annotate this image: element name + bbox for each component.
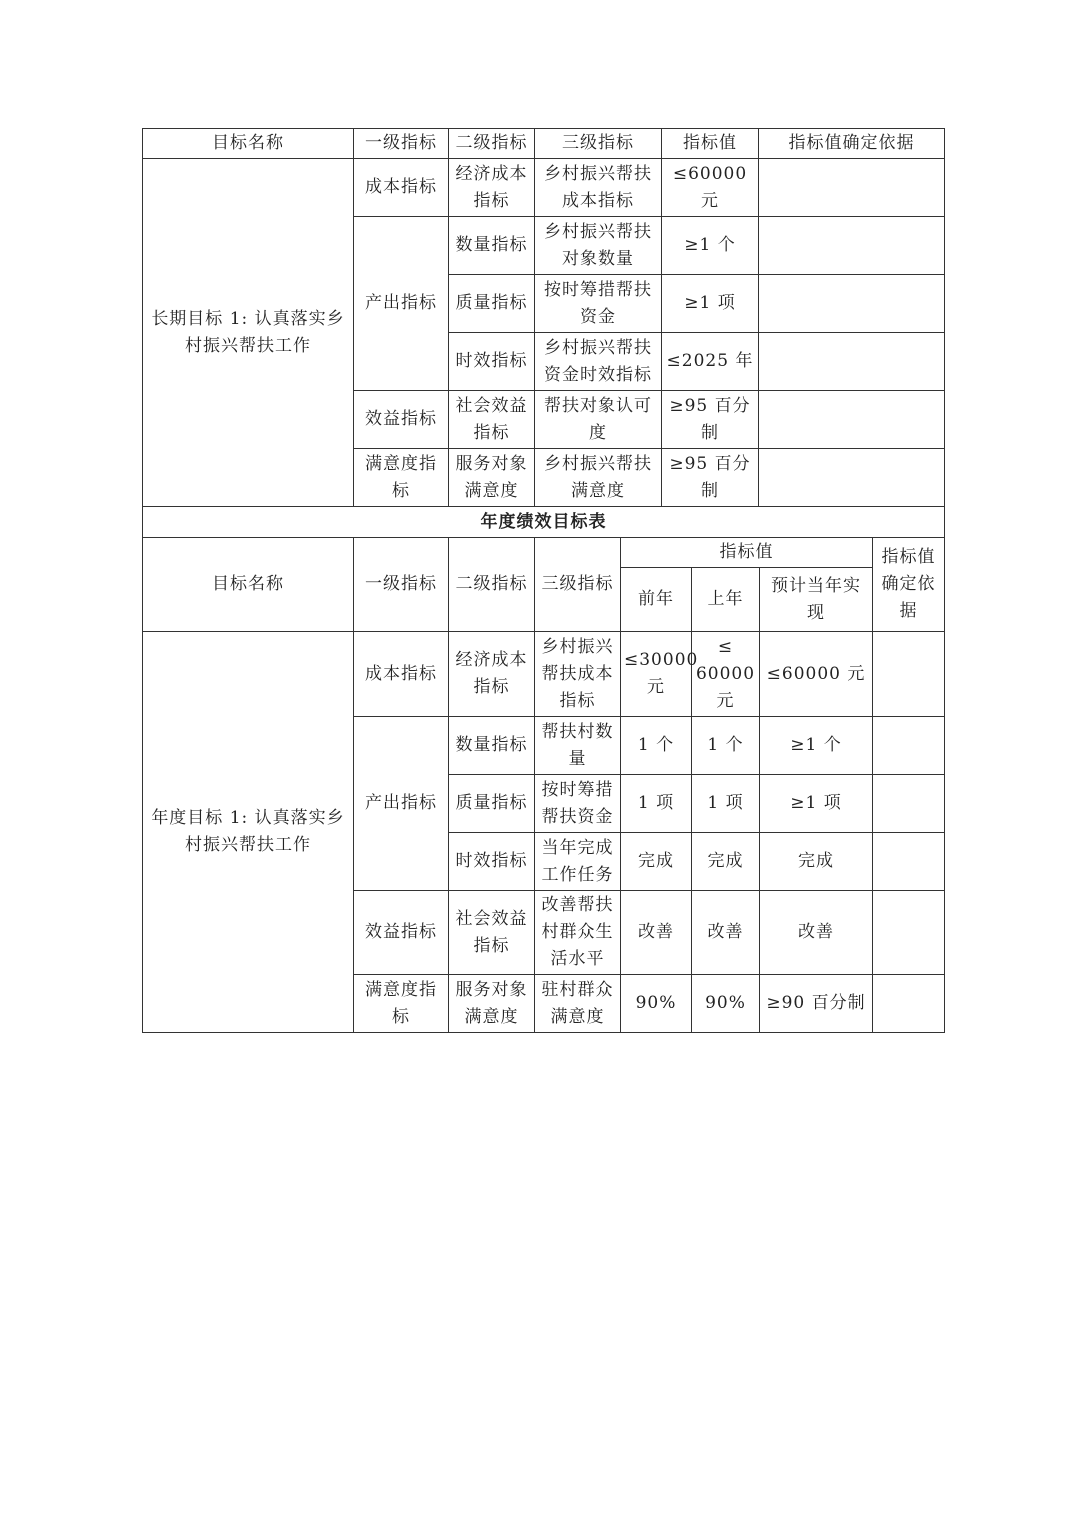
expected-cell: 完成 bbox=[760, 833, 873, 891]
level1-satisfaction: 满意度指标 bbox=[354, 449, 449, 507]
value-cell: ≤2025 年 bbox=[662, 333, 759, 391]
basis-cell bbox=[759, 391, 945, 449]
level1-cost: 成本指标 bbox=[354, 632, 449, 717]
prev-cell: ≤30000 元 bbox=[621, 632, 692, 717]
header-level3: 三级指标 bbox=[535, 538, 621, 632]
last-cell: 1 项 bbox=[692, 775, 760, 833]
goal-name-cell: 长期目标 1: 认真落实乡村振兴帮扶工作 bbox=[143, 159, 354, 507]
header-value: 指标值 bbox=[662, 129, 759, 159]
level3-cell: 乡村振兴帮扶对象数量 bbox=[535, 217, 662, 275]
basis-cell bbox=[873, 891, 945, 975]
table-row bbox=[143, 632, 945, 717]
level2-cell: 质量指标 bbox=[449, 775, 535, 833]
header-goal-name: 目标名称 bbox=[143, 538, 354, 632]
last-cell: 90% bbox=[692, 975, 760, 1033]
basis-cell bbox=[873, 717, 945, 775]
level2-cell: 数量指标 bbox=[449, 717, 535, 775]
level3-cell: 帮扶对象认可度 bbox=[535, 391, 662, 449]
annual-table-title: 年度绩效目标表 bbox=[143, 507, 945, 538]
level3-cell: 乡村振兴帮扶资金时效指标 bbox=[535, 333, 662, 391]
level3-cell: 帮扶村数量 bbox=[535, 717, 621, 775]
header-basis: 指标值确定依据 bbox=[873, 538, 945, 632]
level2-cell: 质量指标 bbox=[449, 275, 535, 333]
level1-benefit: 效益指标 bbox=[354, 891, 449, 975]
value-cell: ≥1 项 bbox=[662, 275, 759, 333]
header-level3: 三级指标 bbox=[535, 129, 662, 159]
last-cell: 1 个 bbox=[692, 717, 760, 775]
basis-cell bbox=[873, 632, 945, 717]
value-cell: ≤60000 元 bbox=[662, 159, 759, 217]
level3-cell: 乡村振兴帮扶成本指标 bbox=[535, 632, 621, 717]
level1-satisfaction: 满意度指标 bbox=[354, 975, 449, 1033]
value-cell: ≥1 个 bbox=[662, 217, 759, 275]
basis-cell bbox=[759, 159, 945, 217]
prev-cell: 完成 bbox=[621, 833, 692, 891]
value-cell: ≥95 百分制 bbox=[662, 391, 759, 449]
level2-cell: 时效指标 bbox=[449, 833, 535, 891]
header-level1: 一级指标 bbox=[354, 538, 449, 632]
level1-benefit: 效益指标 bbox=[354, 391, 449, 449]
long-term-goal-table bbox=[142, 128, 945, 538]
basis-cell bbox=[759, 449, 945, 507]
prev-cell: 90% bbox=[621, 975, 692, 1033]
level2-cell: 经济成本指标 bbox=[449, 632, 535, 717]
level2-cell: 社会效益指标 bbox=[449, 891, 535, 975]
level3-cell: 改善帮扶村群众生活水平 bbox=[535, 891, 621, 975]
level1-cost: 成本指标 bbox=[354, 159, 449, 217]
level1-output: 产出指标 bbox=[354, 717, 449, 891]
header-level2: 二级指标 bbox=[449, 129, 535, 159]
level2-cell: 经济成本指标 bbox=[449, 159, 535, 217]
prev-cell: 改善 bbox=[621, 891, 692, 975]
last-cell: ≤ 60000 元 bbox=[692, 632, 760, 717]
basis-cell bbox=[873, 775, 945, 833]
last-cell: 完成 bbox=[692, 833, 760, 891]
table-row bbox=[143, 159, 945, 217]
level3-cell: 驻村群众满意度 bbox=[535, 975, 621, 1033]
header-goal-name: 目标名称 bbox=[143, 129, 354, 159]
level3-cell: 乡村振兴帮扶成本指标 bbox=[535, 159, 662, 217]
level2-cell: 社会效益指标 bbox=[449, 391, 535, 449]
last-cell: 改善 bbox=[692, 891, 760, 975]
header-prev-year: 前年 bbox=[621, 568, 692, 632]
header-level1: 一级指标 bbox=[354, 129, 449, 159]
expected-cell: ≤60000 元 bbox=[760, 632, 873, 717]
basis-cell bbox=[759, 333, 945, 391]
basis-cell bbox=[873, 975, 945, 1033]
annual-title-row bbox=[143, 507, 945, 538]
header-expected: 预计当年实现 bbox=[760, 568, 873, 632]
expected-cell: 改善 bbox=[760, 891, 873, 975]
basis-cell bbox=[759, 217, 945, 275]
basis-cell bbox=[759, 275, 945, 333]
header-last-year: 上年 bbox=[692, 568, 760, 632]
header-row bbox=[143, 129, 945, 159]
level2-cell: 服务对象满意度 bbox=[449, 975, 535, 1033]
level3-cell: 按时筹措帮扶资金 bbox=[535, 775, 621, 833]
annual-goal-table bbox=[142, 537, 945, 1033]
basis-cell bbox=[873, 833, 945, 891]
expected-cell: ≥90 百分制 bbox=[760, 975, 873, 1033]
level2-cell: 时效指标 bbox=[449, 333, 535, 391]
level3-cell: 按时筹措帮扶资金 bbox=[535, 275, 662, 333]
value-cell: ≥95 百分制 bbox=[662, 449, 759, 507]
header-row bbox=[143, 538, 945, 568]
level1-output: 产出指标 bbox=[354, 217, 449, 391]
prev-cell: 1 个 bbox=[621, 717, 692, 775]
level2-cell: 服务对象满意度 bbox=[449, 449, 535, 507]
header-basis: 指标值确定依据 bbox=[759, 129, 945, 159]
prev-cell: 1 项 bbox=[621, 775, 692, 833]
goal-name-cell: 年度目标 1: 认真落实乡村振兴帮扶工作 bbox=[143, 632, 354, 1033]
level3-cell: 当年完成工作任务 bbox=[535, 833, 621, 891]
header-level2: 二级指标 bbox=[449, 538, 535, 632]
expected-cell: ≥1 个 bbox=[760, 717, 873, 775]
level2-cell: 数量指标 bbox=[449, 217, 535, 275]
expected-cell: ≥1 项 bbox=[760, 775, 873, 833]
header-value-group: 指标值 bbox=[621, 538, 873, 568]
level3-cell: 乡村振兴帮扶满意度 bbox=[535, 449, 662, 507]
